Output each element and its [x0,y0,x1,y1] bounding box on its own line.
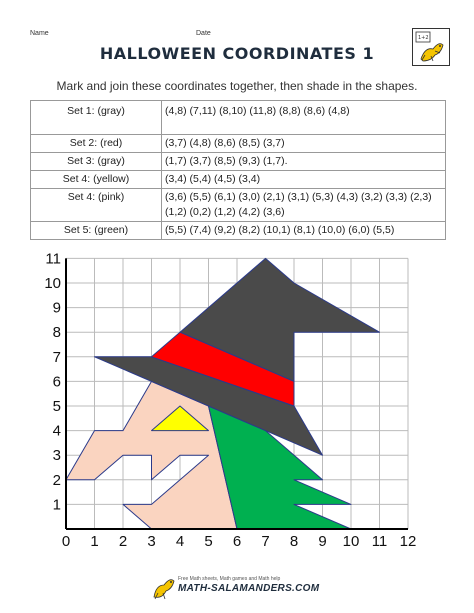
x-tick-label: 12 [399,533,417,550]
y-tick-label: 8 [52,324,61,342]
table-row [31,189,446,222]
table-row [31,222,446,240]
date-label: Date [196,30,211,37]
footer-brand[interactable]: MATH-SALAMANDERS.COM [178,583,320,594]
table-row [31,135,446,153]
x-tick-label: 10 [342,533,360,550]
x-tick-label: 4 [175,533,185,550]
page-title: HALLOWEEN COORDINATES 1 [99,44,375,63]
x-tick-label: 9 [318,533,327,550]
salamander-mascot-icon [150,573,176,601]
x-tick-label: 8 [289,533,299,550]
coordinates-cell: (3,7) (4,8) (8,6) (8,5) (3,7) [162,135,446,153]
coordinates-cell: (3,4) (5,4) (4,5) (3,4) [162,171,446,189]
x-tick-label: 0 [61,533,71,550]
table-row [31,101,446,135]
y-tick-label: 11 [45,250,61,268]
set-name-cell: Set 4: (pink) [31,189,162,222]
x-tick-label: 3 [147,533,156,550]
x-tick-label: 11 [371,533,388,550]
x-tick-label: 5 [204,533,213,550]
x-tick-label: 6 [232,533,242,550]
coordinates-table [30,100,446,240]
y-tick-label: 9 [52,299,61,317]
x-tick-label: 1 [90,533,99,550]
coordinate-grid [0,240,474,552]
y-tick-label: 7 [52,348,61,366]
x-tick-label: 7 [261,533,270,550]
y-tick-label: 5 [52,398,61,415]
instructions: Mark and join these coordinates together, then shade in the shapes. [56,79,418,93]
set-name-cell: Set 1: (gray) [31,101,162,135]
svg-text:1+2: 1+2 [418,35,429,41]
x-tick-label: 2 [118,533,128,550]
set-name-cell: Set 2: (red) [31,135,162,153]
y-tick-label: 4 [52,422,61,440]
coordinates-cell: (4,8) (7,11) (8,10) (11,8) (8,8) (8,6) (4,8) [162,101,446,135]
y-tick-label: 10 [44,275,61,292]
name-label: Name [30,30,49,37]
y-tick-label: 2 [52,471,61,489]
y-tick-label: 3 [52,447,61,465]
table-row [31,153,446,171]
footer-tagline: Free Math sheets, Math games and Math help [178,576,281,582]
footer [150,573,320,603]
set-name-cell: Set 5: (green) [31,222,162,240]
y-tick-label: 1 [52,496,61,514]
shapes [66,258,380,529]
set-name-cell: Set 4: (yellow) [31,171,162,189]
salamander-logo-icon [412,28,450,66]
set-name-cell: Set 3: (gray) [31,153,162,171]
y-tick-label: 6 [52,373,61,391]
table-row [31,171,446,189]
coordinates-cell: (3,6) (5,5) (6,1) (3,0) (2,1) (3,1) (5,3) (4,3) (3,2) (3,3) (2,3) (1,2) (0,2) (1,2) (4,2) (3,6) [162,189,446,222]
coordinates-cell: (1,7) (3,7) (8,5) (9,3) (1,7). [162,153,446,171]
coordinates-cell: (5,5) (7,4) (9,2) (8,2) (10,1) (8,1) (10,0) (6,0) (5,5) [162,222,446,240]
